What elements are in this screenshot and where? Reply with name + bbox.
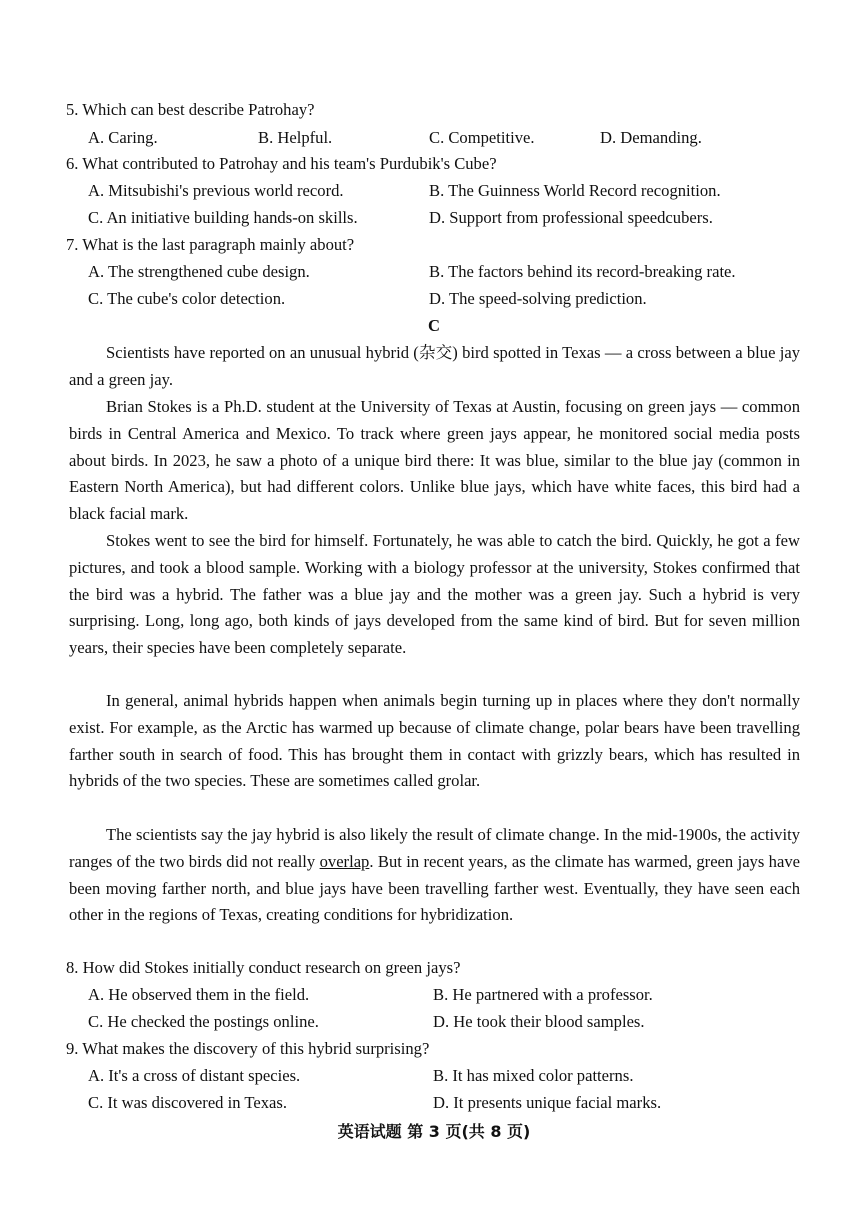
question-9-stem: 9. What makes the discovery of this hybrid surprising? [66, 1039, 430, 1058]
question-5-option-b: B. Helpful. [258, 128, 333, 147]
question-9-option-c: C. It was discovered in Texas. [88, 1093, 287, 1112]
passage-paragraph-3: Stokes went to see the bird for himself. Fortunately, he was able to catch the bird. Quickly, he got a few pictures, and took a blood sample. Working with a biology professor at the university, Stokes confirmed that the bird was a hybrid. The father was a blue jay and the mother was a green jay. Such a hybrid is very surprising. Long, long ago, both kinds of jays developed from the same kind of bird. But for seven million years, their species have been completely separate. [69, 531, 800, 658]
question-6-option-a: A. Mitsubishi's previous world record. [88, 181, 344, 200]
question-9-option-a: A. It's a cross of distant species. [88, 1066, 301, 1085]
question-6-option-b: B. The Guinness World Record recognition. [429, 181, 721, 200]
question-9-option-b: B. It has mixed color patterns. [433, 1066, 634, 1085]
question-8-option-d: D. He took their blood samples. [433, 1012, 645, 1031]
paragraph-5-text-start: The scientists say the jay hybrid is also likely the result of climate change. In the mid-1900s, the activity ranges of the two birds did not really [69, 825, 800, 871]
question-8-option-a: A. He observed them in the field. [88, 985, 310, 1004]
passage-paragraph-4: In general, animal hybrids happen when animals begin turning up in places where they don't normally exist. For example, as the Arctic has warmed up because of climate change, polar bears have been travelling farther south in search of food. This has brought them in contact with grizzly bears, which has resulted in hybrids of the two species. These are sometimes called grolar. [69, 691, 800, 791]
question-6-option-d: D. Support from professional speedcubers. [429, 208, 713, 227]
passage-paragraph-1: Scientists have reported on an unusual hybrid (杂交) bird spotted in Texas — a cross between a blue jay and a green jay. [69, 343, 800, 389]
question-8-stem: 8. How did Stokes initially conduct research on green jays? [66, 958, 461, 977]
question-7-stem: 7. What is the last paragraph mainly about? [66, 235, 355, 254]
question-7-option-b: B. The factors behind its record-breaking rate. [429, 262, 736, 281]
question-7-option-d: D. The speed-solving prediction. [429, 289, 647, 308]
question-5-stem: 5. Which can best describe Patrohay? [66, 100, 315, 119]
question-9-option-d: D. It presents unique facial marks. [433, 1093, 662, 1112]
question-6-stem: 6. What contributed to Patrohay and his team's Purdubik's Cube? [66, 154, 497, 173]
passage-paragraph-2: Brian Stokes is a Ph.D. student at the University of Texas at Austin, focusing on green jays — common birds in Central America and Mexico. To track where green jays appear, he monitored social media posts about birds. In 2023, he saw a photo of a unique bird there: It was blue, similar to the blue jay (common in Eastern North America), but had different colors. Unlike blue jays, which have white faces, this bird had a black facial mark. [69, 397, 800, 524]
paragraph-5-text-end: . But in recent years, as the climate has warmed, green jays have been moving farther north, and blue jays have been travelling farther west. Eventually, they have seen each other in the regions of Texas, creating conditions for hybridization. [69, 851, 800, 925]
page-footer: 英语试题 第 3 页(共 8 页) [337, 1122, 531, 1141]
question-8-option-c: C. He checked the postings online. [88, 1012, 319, 1031]
passage-paragraph-5 [69, 822, 800, 929]
question-8-option-b: B. He partnered with a professor. [433, 985, 653, 1004]
question-7-option-a: A. The strengthened cube design. [88, 262, 310, 281]
underlined-word-overlap: overlap [319, 851, 370, 871]
question-5-option-a: A. Caring. [88, 128, 158, 147]
section-heading: C [428, 316, 440, 335]
question-7-option-c: C. The cube's color detection. [88, 289, 286, 308]
question-5-option-d: D. Demanding. [600, 128, 702, 147]
question-5-option-c: C. Competitive. [429, 128, 535, 147]
question-6-option-c: C. An initiative building hands-on skills. [88, 208, 358, 227]
